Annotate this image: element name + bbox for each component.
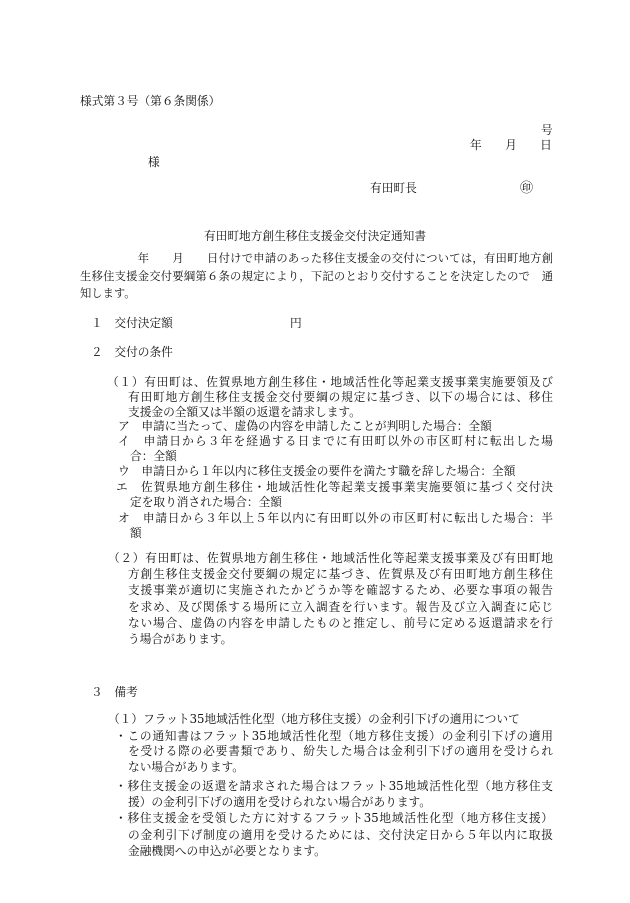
condition1-line: 有田町地方創生移住支援金交付要綱の規定に基づき、以下の場合には、移住 bbox=[128, 389, 553, 404]
remarks-bullet-line: ・移住支援金の返還を請求された場合はフラット35地域活性化型（地方移住支 bbox=[115, 778, 553, 793]
remarks-bullet-line: ・移住支援金を受領した方に対するフラット35地域活性化型（地方移住支援） bbox=[115, 810, 553, 825]
condition2-line: を求め、及び関係する場所に立入調査を行います。報告及び立入調査に応じ bbox=[128, 599, 553, 614]
remarks-subheading: （１）フラット35地域活性化型（地方移住支援）の金利引下げの適用について bbox=[108, 711, 520, 726]
condition1-line: （１）有田町は、佐賀県地方創生移住・地域活性化等起業支援事業実施要領及び bbox=[107, 374, 553, 389]
condition2-line: 支援事業が適切に実施されたかどうか等を確認するため、必要な事項の報告 bbox=[128, 582, 553, 597]
condition2-line: ない場合、虚偽の内容を申請したものと推定し、前号に定める返還請求を行 bbox=[128, 615, 553, 630]
condition2-line: 方創生移住支援金交付要綱の規定に基づき、佐賀県及び有田町地方創生移住 bbox=[128, 566, 553, 581]
section2-heading: ２ 交付の条件 bbox=[91, 344, 173, 359]
condition-item-u: ウ 申請日から１年以内に移住支援金の要件を満たす職を辞した場合：全額 bbox=[118, 463, 516, 478]
remarks-bullet-line: ・この通知書はフラット35地域活性化型（地方移住支援）の金利引下げの適用 bbox=[115, 728, 553, 743]
document-title: 有田町地方創生移住支援金交付決定通知書 bbox=[203, 228, 427, 243]
issuer-name: 有田町長 bbox=[370, 180, 417, 195]
section3-heading: ３ 備考 bbox=[91, 684, 138, 699]
remarks-line: の金利引下げ制度の適用を受けるためには、交付決定日から５年以内に取扱 bbox=[128, 827, 553, 842]
form-number-label: 様式第３号（第６条関係） bbox=[80, 93, 221, 108]
remarks-line: ない場合があります。 bbox=[128, 759, 244, 774]
document-number-suffix: 号 bbox=[541, 122, 553, 137]
addressee-honorific: 様 bbox=[148, 154, 160, 169]
condition-item-i-cont: 合：全額 bbox=[130, 448, 177, 463]
remarks-line: 金融機関への申込が必要となります。 bbox=[128, 843, 326, 858]
notice-body-line: 年 月 日付けで申請のあった移住支援金の交付については，有田町地方創 bbox=[80, 251, 553, 265]
condition-item-a: ア 申請に当たって、虚偽の内容を申請したことが判明した場合：全額 bbox=[118, 418, 492, 433]
grant-amount-unit: 円 bbox=[290, 315, 302, 330]
notice-body-line: 生移住支援金交付要綱第６条の規定により，下記のとおり交付することを決定したので 通 bbox=[80, 269, 553, 283]
condition-item-i: イ 申請日から３年を経過する日までに有田町以外の市区町村に転出した場 bbox=[118, 433, 553, 448]
section1-heading: １ 交付決定額 bbox=[91, 315, 173, 330]
notice-body-line: 知します。 bbox=[80, 286, 136, 300]
condition-item-o-cont: 額 bbox=[130, 525, 142, 540]
condition-item-e: エ 佐賀県地方創生移住・地域活性化等起業支援事業実施要領に基づく交付決 bbox=[116, 479, 553, 494]
issue-date-line: 年 月 日 bbox=[470, 137, 552, 152]
condition2-line: う場合があります。 bbox=[128, 631, 233, 646]
condition1-line: 支援金の全額又は半額の返還を請求します。 bbox=[128, 404, 361, 419]
condition-item-e-cont: 定を取り消された場合：全額 bbox=[130, 494, 282, 509]
remarks-line: を受ける際の必要書類であり、紛失した場合は金利引下げの適用を受けられ bbox=[128, 743, 553, 758]
remarks-line: 援）の金利引下げの適用を受けられない場合があります。 bbox=[128, 794, 431, 809]
seal-mark: ㊞ bbox=[520, 180, 534, 196]
condition2-line: （２）有田町は、佐賀県地方創生移住・地域活性化等起業支援事業及び有田町地 bbox=[108, 550, 553, 565]
condition-item-o: オ 申請日から３年以上５年以内に有田町以外の市区町村に転出した場合：半 bbox=[118, 510, 553, 525]
